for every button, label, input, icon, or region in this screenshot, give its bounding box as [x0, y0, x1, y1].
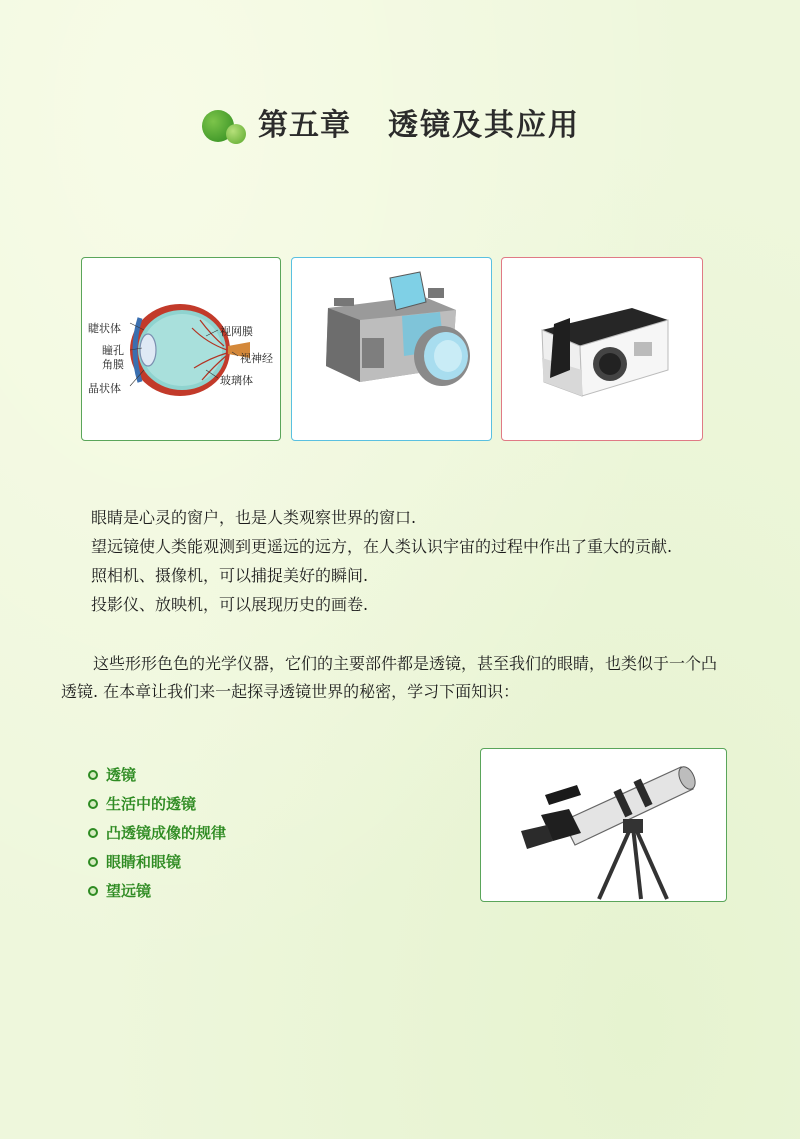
telescope-panel: [480, 748, 727, 902]
knowledge-item-label: 望远镜: [106, 882, 152, 900]
knowledge-item-label: 凸透镜成像的规律: [106, 824, 227, 842]
eye-label-retina: 视网膜: [220, 325, 253, 338]
circle-bullet-icon: [88, 857, 98, 867]
camera-cutaway-illustration: [292, 258, 493, 442]
knowledge-item-label: 眼睛和眼镜: [106, 853, 182, 871]
telescope-illustration: [481, 749, 728, 903]
circle-bullet-icon: [88, 799, 98, 809]
chapter-header: [200, 100, 620, 160]
chapter-title: 透镜及其应用: [388, 108, 580, 143]
circle-bullet-icon: [88, 828, 98, 838]
intro-line-3: 照相机、摄像机，可以捕捉美好的瞬间.: [91, 566, 369, 585]
knowledge-item-label: 透镜: [106, 766, 137, 784]
eye-diagram-panel: [81, 257, 281, 441]
intro-line-4: 投影仪、放映机，可以展现历史的画卷.: [91, 595, 369, 614]
eye-label-optic-nerve: 视神经: [240, 352, 273, 365]
eye-label-pupil: 瞳孔: [102, 344, 124, 357]
list-item: [88, 760, 226, 789]
projector-panel: [501, 257, 703, 441]
chapter-dots-icon: [200, 106, 250, 146]
list-item: [88, 876, 226, 905]
knowledge-list: [88, 760, 226, 905]
eye-label-lens: 晶状体: [88, 382, 121, 395]
intro-line-1: 眼睛是心灵的窗户，也是人类观察世界的窗口.: [91, 508, 417, 527]
camera-panel: [291, 257, 492, 441]
knowledge-item-label: 生活中的透镜: [106, 795, 197, 813]
chapter-number: 第五章: [258, 108, 351, 143]
intro-paragraph: 这些形形色色的光学仪器，它们的主要部件都是透镜，甚至我们的眼睛，也类似于一个凸透镜. 在本章让我们来一起探寻透镜世界的秘密，学习下面知识：: [61, 654, 718, 701]
eye-label-cornea: 角膜: [102, 358, 124, 371]
projector-illustration: [502, 258, 704, 442]
eye-label-ciliary-body: 睫状体: [88, 322, 121, 335]
list-item: [88, 789, 226, 818]
circle-bullet-icon: [88, 770, 98, 780]
circle-bullet-icon: [88, 886, 98, 896]
eye-label-vitreous-body: 玻璃体: [220, 374, 253, 387]
list-item: [88, 847, 226, 876]
list-item: [88, 818, 226, 847]
intro-line-2: 望远镜使人类能观测到更遥远的远方，在人类认识宇宙的过程中作出了重大的贡献.: [91, 537, 673, 556]
